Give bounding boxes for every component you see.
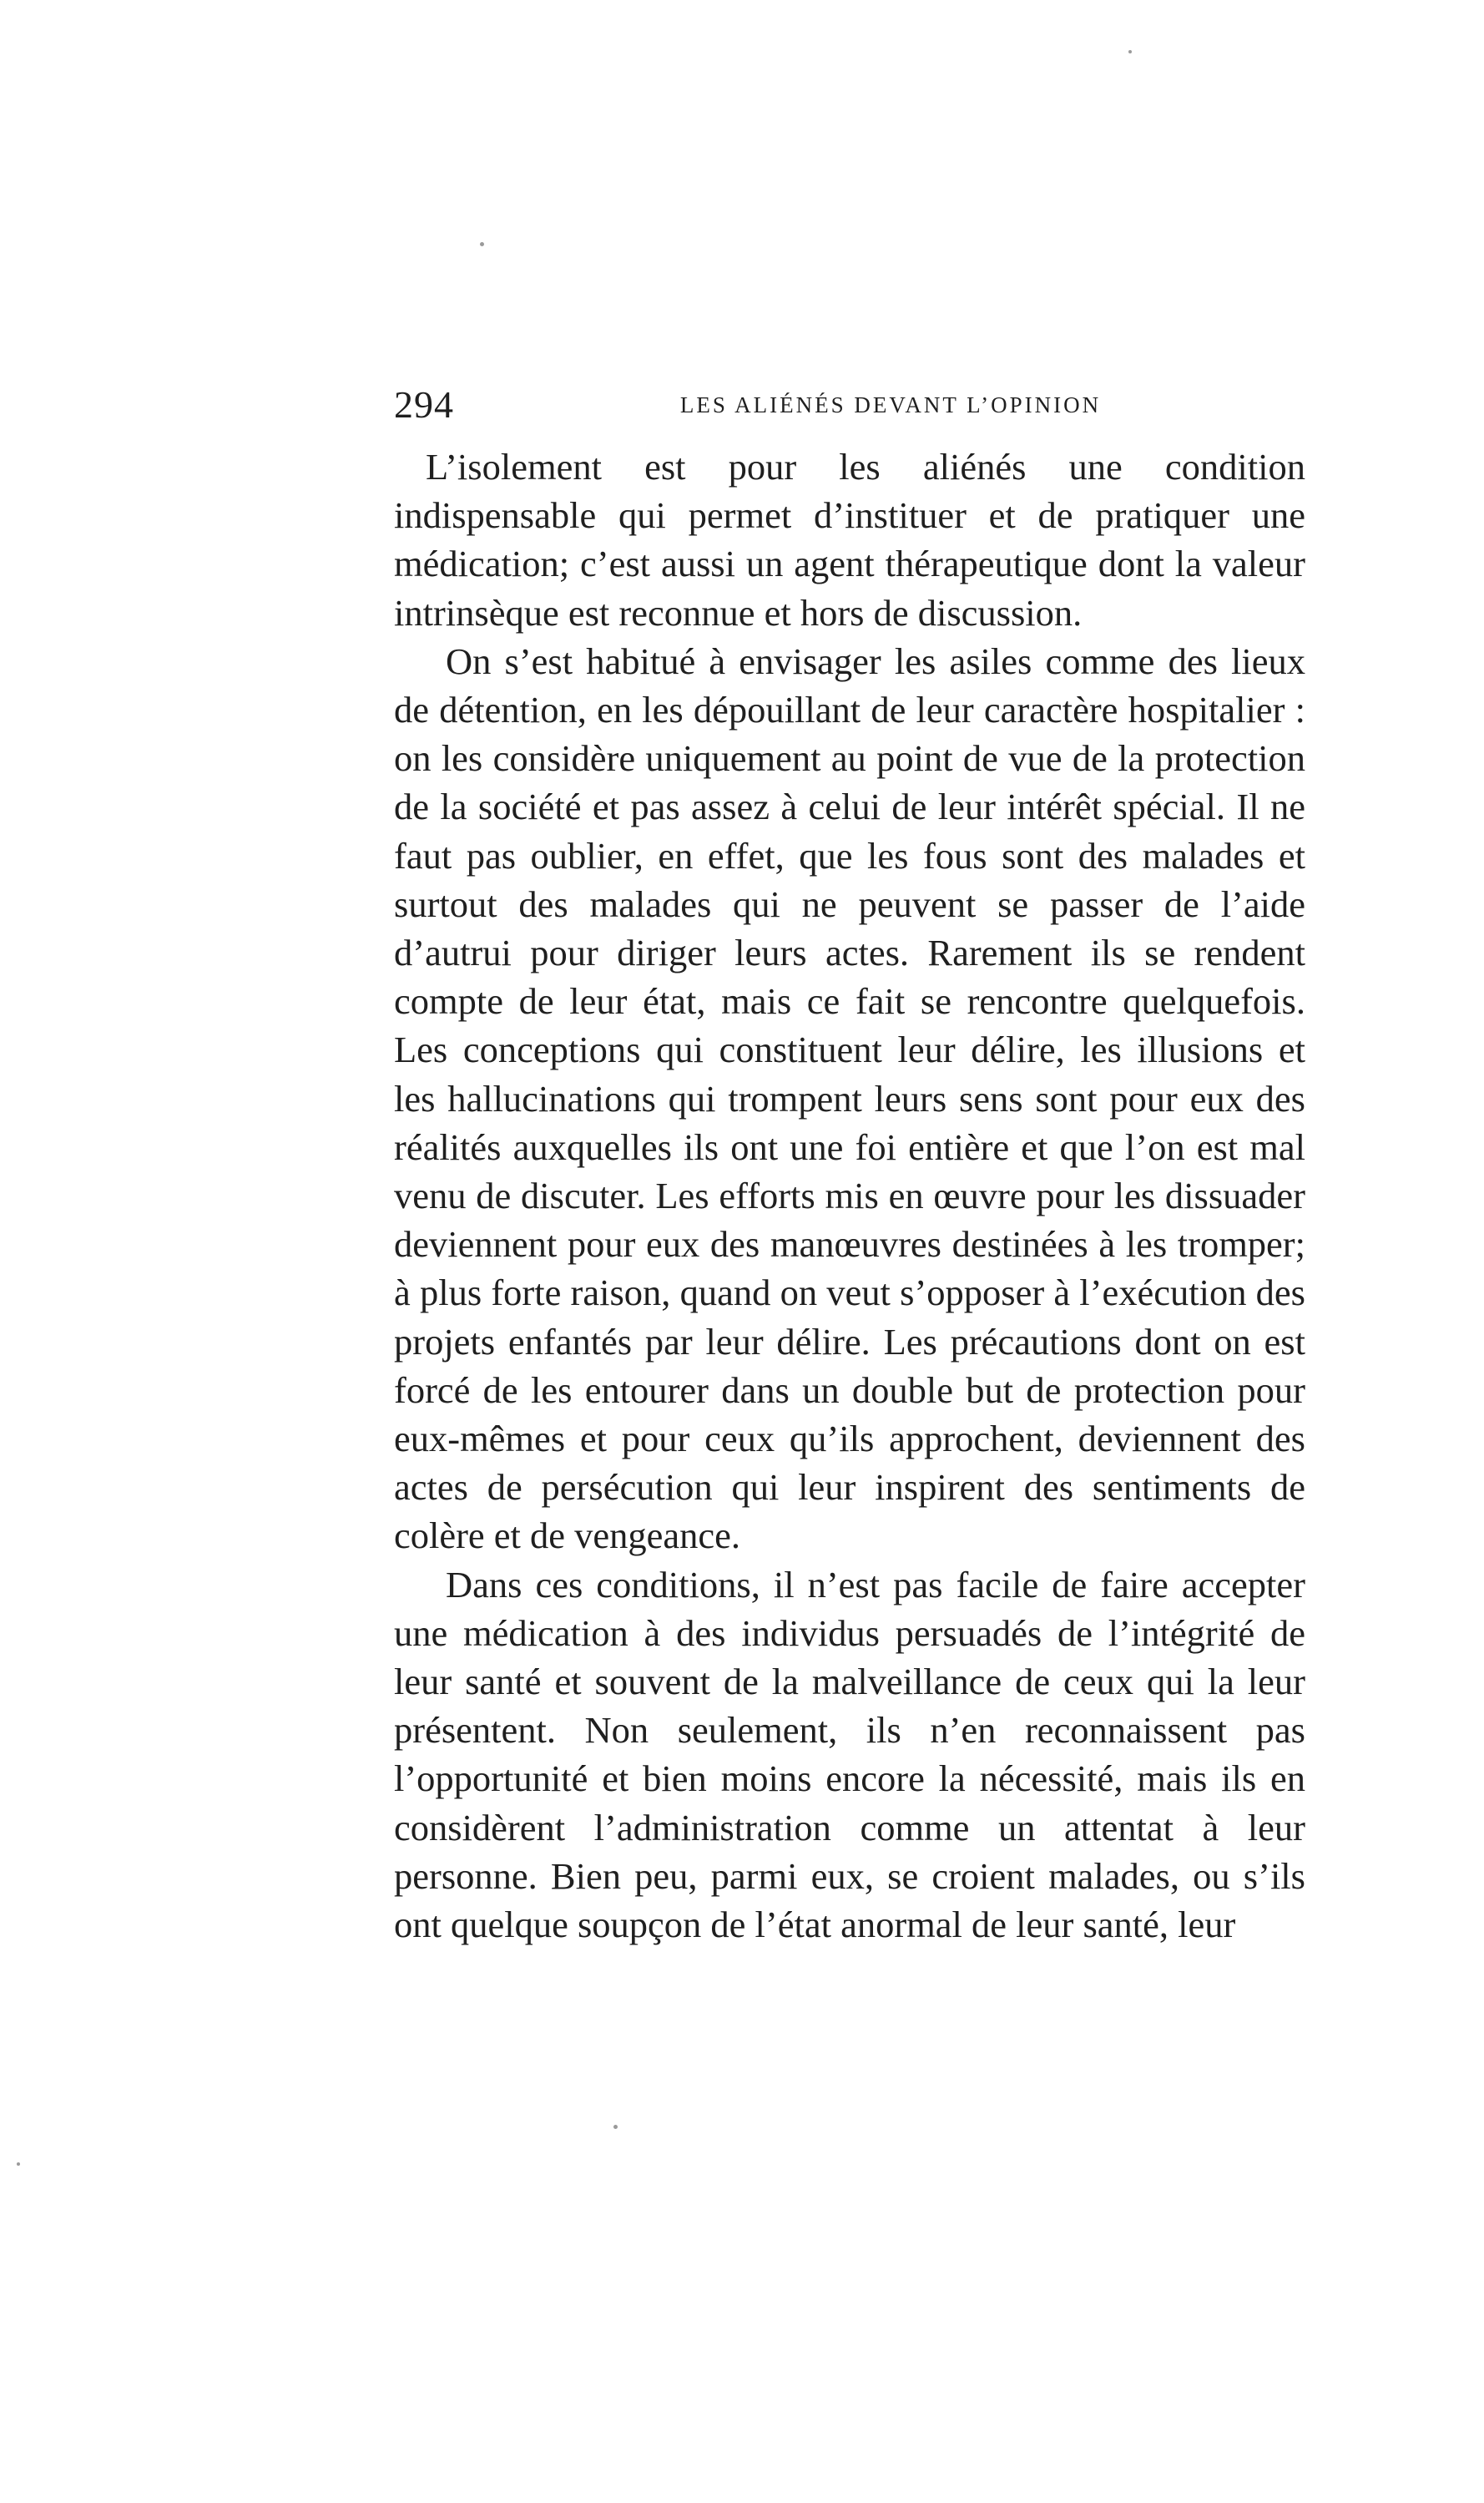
- paragraph: On s’est habitué à envisager les asiles comme des lieux de détention, en les dépouillant de leur caractère hospitalier : on les considère uniquement au point de vue de la protection de la société et pas assez à celui de leur intérêt spécial. Il ne faut pas oublier, en effet, que les fous sont des malades et surtout des malades qui ne peuvent se passer de l’aide d’autrui pour diriger leurs actes. Rarement ils se rendent compte de leur état, mais ce fait se rencontre quelquefois. Les conceptions qui constituent leur délire, les illusions et les hallucinations qui trompent leurs sens sont pour eux des réalités auxquelles ils ont une foi entière et que l’on est mal venu de discuter. Les efforts mis en œuvre pour les dissuader deviennent pour eux des manœuvres destinées à les tromper; à plus forte raison, quand on veut s’opposer à l’exécution des projets enfantés par leur délire. Les précautions dont on est forcé de les entourer dans un double but de protection pour eux-mêmes et pour ceux qu’ils approchent, deviennent des actes de persécution qui leur inspirent des sentiments de colère et de vengeance.: [394, 640, 1305, 1557]
- page-number: 294: [394, 383, 454, 426]
- scan-speck: [613, 2125, 618, 2129]
- paragraph: Dans ces conditions, il n’est pas facile de faire accepter une médication à des individus persuadés de l’intégrité de leur santé et souvent de la malveillance de ceux qui la leur présentent. Non seulement, ils n’en reconnaissent pas l’opportunité et bien moins encore la nécessité, mais ils en considèrent l’administration comme un attentat à leur personne. Bien peu, parmi eux, se croient malades, ou s’ils ont quelque soupçon de l’état anormal de leur santé, leur: [394, 1563, 1305, 1946]
- paragraph: L’isolement est pour les aliénés une condition indispensable qui permet d’instituer et de pratiquer une médication; c’est aussi un agent thérapeutique dont la valeur intrinsèque est reconnue et hors de discussion.: [394, 446, 1305, 634]
- scan-speck: [480, 242, 484, 246]
- page-header: [394, 380, 1312, 430]
- scan-speck: [1128, 50, 1132, 53]
- running-head: LES ALIÉNÉS DEVANT L’OPINION: [679, 392, 1102, 417]
- body-text: [394, 442, 1305, 1949]
- scan-speck: [17, 2162, 20, 2166]
